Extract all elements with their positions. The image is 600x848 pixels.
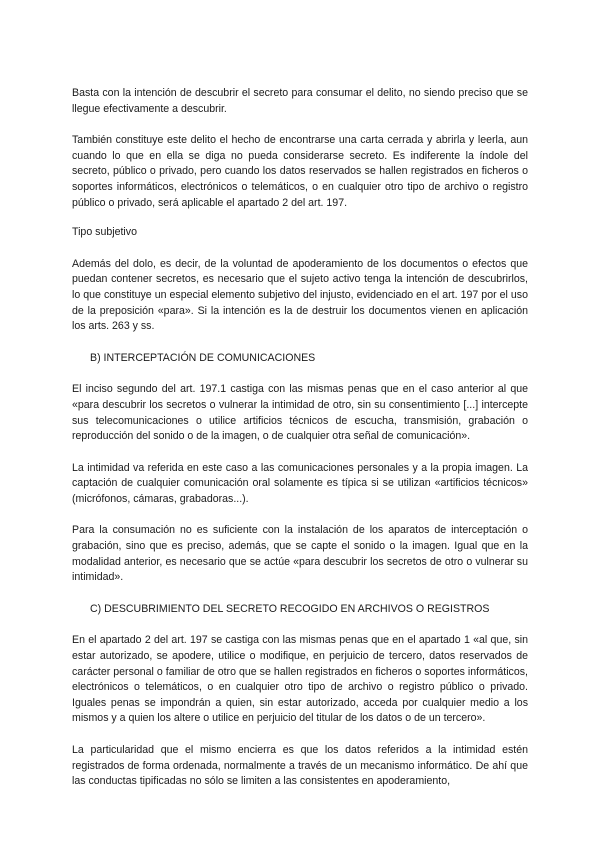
paragraph-inciso-segundo: El inciso segundo del art. 197.1 castiga con las mismas penas que en el caso anterior al que «para descubrir los secretos o vulnerar la intimidad de otro, sin su consentimiento [...] intercepte sus telecomunicaciones o utilice artificios técnicos de escucha, transmisión, grabación o reproducción del sonido o de la imagen, o de cualquier otra señal de comunicación». [72, 383, 528, 443]
paragraph-consumacion: Para la consumación no es suficiente con la instalación de los aparatos de interceptación o grabación, sino que es preciso, además, que se capte el sonido o la imagen. Igual que en la modalidad anterior, es necesario que se actúe «para descubrir los secretos de otro o vulnerar su intimidad». [72, 524, 528, 584]
document-page [72, 86, 528, 790]
paragraph-intimidad: La intimidad va referida en este caso a las comunicaciones personales y a la propia imagen. La captación de cualquier comunicación oral solamente es típica si se utilizan «artificios técnicos» (micrófonos, cámaras, grabadoras...). [72, 461, 528, 505]
paragraph-apartado-2: En el apartado 2 del art. 197 se castiga con las mismas penas que en el apartado 1 «al que, sin estar autorizado, se apodere, utilice o modifique, en perjuicio de tercero, datos reservados de carácter personal o familiar de otro que se hallen registrados en ficheros o soportes informáticos, electrónicos o telemáticos, o en cualquier otro tipo de archivo o registro público o privado. Iguales penas se impondrán a quien, sin estar autorizado, acceda por cualquier medio a los mismos y a quien los altere o utilice en perjuicio del titular de los datos o de un tercero». [72, 634, 528, 725]
paragraph-intencion: Basta con la intención de descubrir el secreto para consumar el delito, no siendo preciso que se llegue efectivamente a descubrir. [72, 87, 528, 115]
subheading-tipo-subjetivo: Tipo subjetivo [72, 226, 137, 239]
section-heading-interceptacion: B) INTERCEPTACIÓN DE COMUNICACIONES [90, 351, 316, 364]
section-heading-archivos: C) DESCUBRIMIENTO DEL SECRETO RECOGIDO EN ARCHIVOS O REGISTROS [90, 602, 490, 615]
paragraph-particularidad: La particularidad que el mismo encierra es que los datos referidos a la intimidad estén registrados de forma ordenada, normalmente a través de un mecanismo informático. De ahí que las conductas tipificadas no sólo se limiten a las consistentes en apoderamiento, [72, 744, 528, 788]
paragraph-carta-cerrada: También constituye este delito el hecho de encontrarse una carta cerrada y abrirla y leerla, aun cuando lo que en ella se diga no pueda considerarse secreto. Es indiferente la índole del secreto, público o privado, pero cuando los datos reservados se hallen registrados en ficheros o soportes informáticos, electrónicos o telemáticos, o en cualquier otro tipo de archivo o registro público o privado, será aplicable el apartado 2 del art. 197. [72, 134, 528, 209]
paragraph-dolo: Además del dolo, es decir, de la voluntad de apoderamiento de los documentos o efectos que puedan contener secretos, es necesario que el sujeto activo tenga la intención de descubrirlos, lo que constituye un especial elemento subjetivo del injusto, evidenciado en el art. 197 por el uso de la preposición «para». Si la intención es la de destruir los documentos vienen en aplicación los arts. 263 y ss. [72, 257, 528, 333]
